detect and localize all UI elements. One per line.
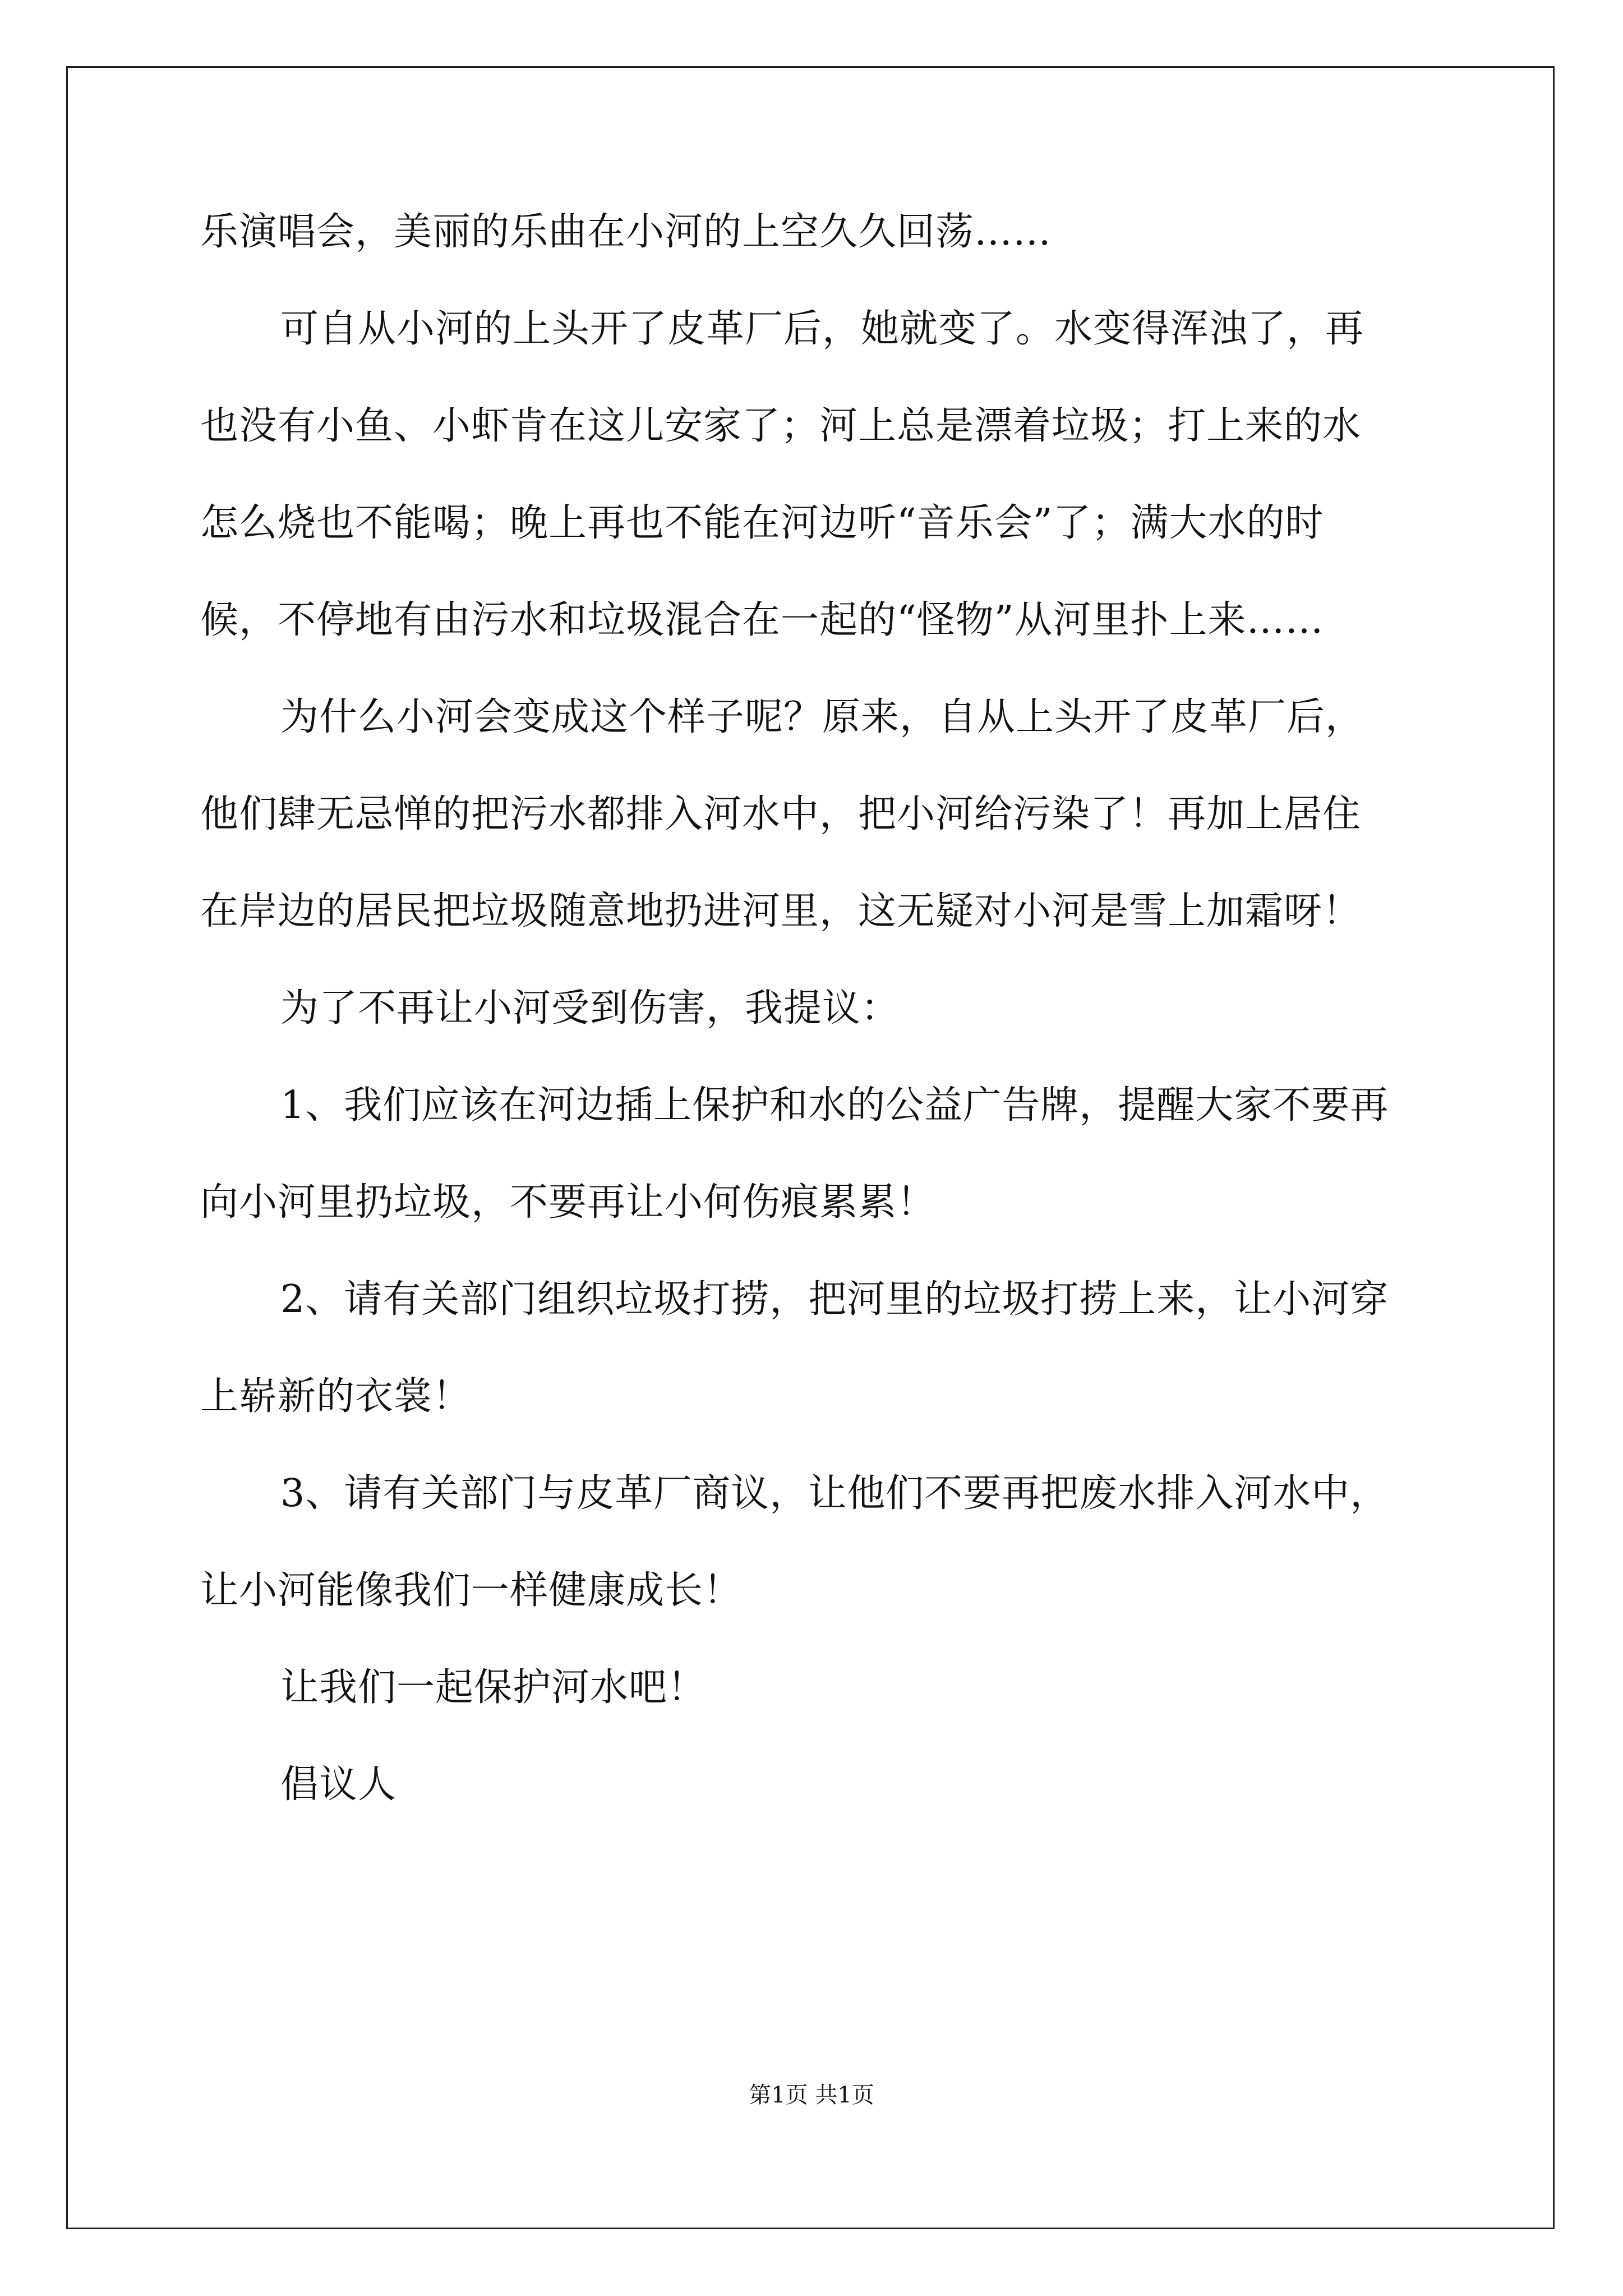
text-line: 乐演唱会，美丽的乐曲在小河的上空久久回荡…… — [200, 210, 1052, 254]
text-line: 让我们一起保护河水吧！ — [280, 1665, 707, 1710]
text-line: 为什么小河会变成这个样子呢？原来，自从上头开了皮革厂后， — [280, 695, 1364, 739]
text-line: 2、请有关部门组织垃圾打捞，把河里的垃圾打捞上来，让小河穿 — [280, 1277, 1389, 1322]
text-line: 让小河能像我们一样健康成长！ — [200, 1568, 743, 1613]
text-line: 3、请有关部门与皮革厂商议，让他们不要再把废水排入河水中， — [280, 1471, 1389, 1516]
text-line: 可自从小河的上头开了皮革厂后，她就变了。水变得浑浊了，再 — [280, 307, 1364, 351]
text-line: 他们肆无忌惮的把污水都排入河水中，把小河给污染了！再加上居住 — [200, 792, 1362, 836]
text-line: 向小河里扔垃圾，不要再让小何伤痕累累！ — [200, 1180, 936, 1225]
text-line: 也没有小鱼、小虾肯在这儿安家了；河上总是漂着垃圾；打上来的水 — [200, 404, 1362, 448]
text-line: 为了不再让小河受到伤害，我提议： — [280, 986, 900, 1030]
page-border — [66, 66, 1555, 2229]
text-line: 怎么烧也不能喝；晚上再也不能在河边听“音乐会”了；满大水的时 — [200, 501, 1324, 545]
text-line: 倡议人 — [280, 1763, 397, 1807]
text-line: 候，不停地有由污水和垃圾混合在一起的“怪物”从河里扑上来…… — [200, 598, 1324, 642]
text-line: 在岸边的居民把垃圾随意地扔进河里，这无疑对小河是雪上加霜呀！ — [200, 889, 1362, 933]
text-line: 上崭新的衣裳！ — [200, 1374, 472, 1419]
page-footer: 第1页 共1页 — [749, 2082, 874, 2108]
text-line: 1、我们应该在河边插上保护和水的公益广告牌，提醒大家不要再 — [280, 1083, 1389, 1128]
